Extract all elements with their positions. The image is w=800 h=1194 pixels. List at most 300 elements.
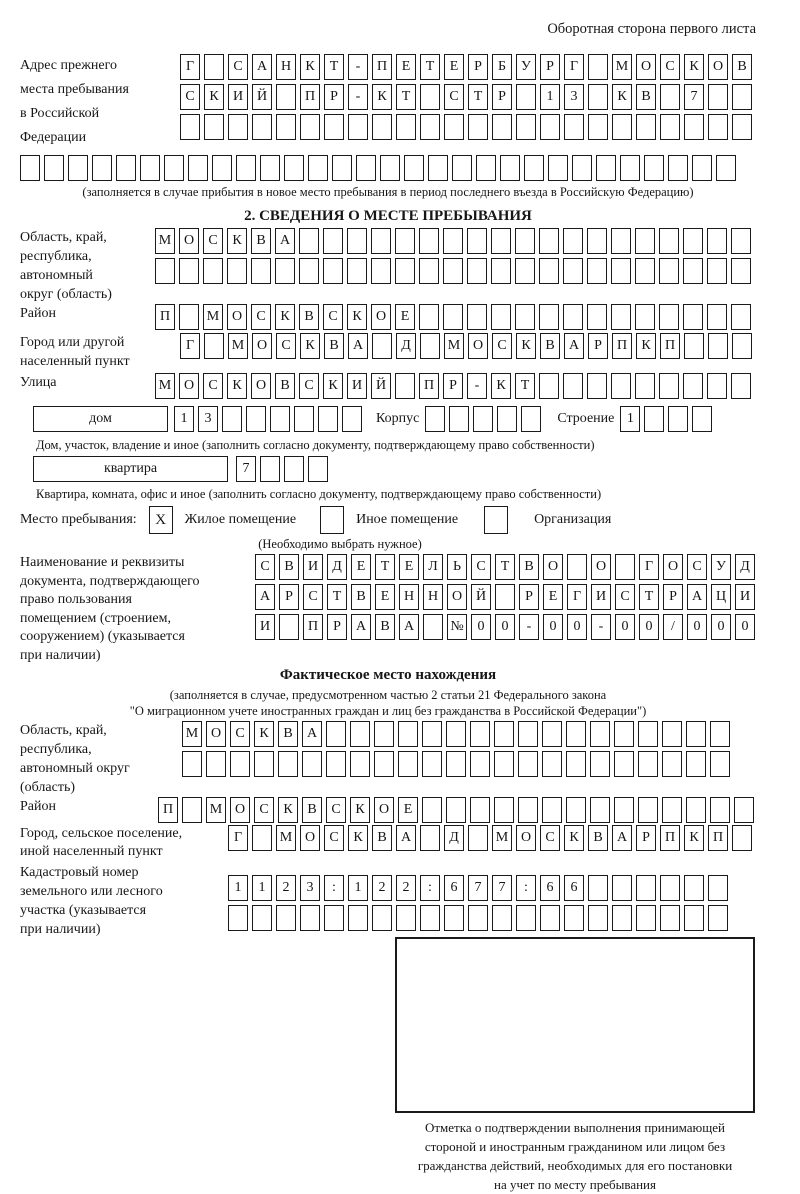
- form-cell[interactable]: П: [419, 373, 439, 399]
- form-cell[interactable]: П: [372, 54, 392, 80]
- form-cell[interactable]: В: [588, 825, 608, 851]
- form-cell[interactable]: И: [347, 373, 367, 399]
- form-cell[interactable]: [348, 114, 368, 140]
- form-cell[interactable]: [491, 304, 511, 330]
- form-cell[interactable]: 7: [468, 875, 488, 901]
- form-cell[interactable]: [300, 114, 320, 140]
- form-cell[interactable]: О: [206, 721, 226, 747]
- form-cell[interactable]: Л: [423, 554, 443, 580]
- form-cell[interactable]: [548, 155, 568, 181]
- form-cell[interactable]: [683, 228, 703, 254]
- form-cell[interactable]: [590, 721, 610, 747]
- form-cell[interactable]: 2: [372, 875, 392, 901]
- form-cell[interactable]: [20, 155, 40, 181]
- form-cell[interactable]: :: [324, 875, 344, 901]
- form-cell[interactable]: [587, 258, 607, 284]
- form-cell[interactable]: [300, 905, 320, 931]
- form-cell[interactable]: А: [351, 614, 371, 640]
- form-cell[interactable]: 3: [300, 875, 320, 901]
- residential-checkbox[interactable]: X: [149, 506, 173, 534]
- form-cell[interactable]: В: [540, 333, 560, 359]
- form-cell[interactable]: О: [516, 825, 536, 851]
- form-cell[interactable]: О: [252, 333, 272, 359]
- form-cell[interactable]: 0: [615, 614, 635, 640]
- form-cell[interactable]: 1: [228, 875, 248, 901]
- form-cell[interactable]: 6: [540, 875, 560, 901]
- form-cell[interactable]: [350, 721, 370, 747]
- form-cell[interactable]: 1: [348, 875, 368, 901]
- form-cell[interactable]: [563, 373, 583, 399]
- form-cell[interactable]: [252, 905, 272, 931]
- other-premises-checkbox[interactable]: [320, 506, 344, 534]
- form-cell[interactable]: [443, 304, 463, 330]
- form-cell[interactable]: [612, 114, 632, 140]
- form-cell[interactable]: [182, 797, 202, 823]
- form-cell[interactable]: Т: [495, 554, 515, 580]
- form-cell[interactable]: [179, 304, 199, 330]
- form-cell[interactable]: К: [254, 721, 274, 747]
- form-cell[interactable]: [707, 373, 727, 399]
- form-cell[interactable]: [308, 155, 328, 181]
- form-cell[interactable]: [419, 258, 439, 284]
- form-cell[interactable]: П: [660, 333, 680, 359]
- organization-checkbox[interactable]: [484, 506, 508, 534]
- form-cell[interactable]: [452, 155, 472, 181]
- form-cell[interactable]: Г: [180, 54, 200, 80]
- form-cell[interactable]: [684, 333, 704, 359]
- form-cell[interactable]: [524, 155, 544, 181]
- form-cell[interactable]: Р: [327, 614, 347, 640]
- form-cell[interactable]: Т: [324, 54, 344, 80]
- form-cell[interactable]: Р: [324, 84, 344, 110]
- form-cell[interactable]: [371, 228, 391, 254]
- form-cell[interactable]: [566, 721, 586, 747]
- form-cell[interactable]: С: [615, 584, 635, 610]
- form-cell[interactable]: С: [324, 825, 344, 851]
- form-cell[interactable]: [638, 751, 658, 777]
- form-cell[interactable]: [446, 751, 466, 777]
- form-cell[interactable]: [299, 258, 319, 284]
- form-cell[interactable]: [419, 228, 439, 254]
- form-cell[interactable]: С: [326, 797, 346, 823]
- form-cell[interactable]: [372, 114, 392, 140]
- form-cell[interactable]: О: [300, 825, 320, 851]
- form-cell[interactable]: 7: [236, 456, 256, 482]
- form-cell[interactable]: П: [708, 825, 728, 851]
- form-cell[interactable]: В: [302, 797, 322, 823]
- form-cell[interactable]: К: [300, 54, 320, 80]
- form-cell[interactable]: С: [230, 721, 250, 747]
- form-cell[interactable]: [419, 304, 439, 330]
- form-cell[interactable]: С: [254, 797, 274, 823]
- form-cell[interactable]: [260, 155, 280, 181]
- form-cell[interactable]: К: [275, 304, 295, 330]
- form-cell[interactable]: 1: [174, 406, 194, 432]
- form-cell[interactable]: [380, 155, 400, 181]
- form-cell[interactable]: [494, 751, 514, 777]
- form-cell[interactable]: П: [300, 84, 320, 110]
- form-cell[interactable]: О: [708, 54, 728, 80]
- form-cell[interactable]: А: [564, 333, 584, 359]
- form-cell[interactable]: [260, 456, 280, 482]
- form-cell[interactable]: [611, 373, 631, 399]
- form-cell[interactable]: [228, 114, 248, 140]
- form-cell[interactable]: [660, 114, 680, 140]
- form-cell[interactable]: [564, 114, 584, 140]
- form-cell[interactable]: Б: [492, 54, 512, 80]
- form-cell[interactable]: [732, 825, 752, 851]
- form-cell[interactable]: 7: [684, 84, 704, 110]
- form-cell[interactable]: [710, 721, 730, 747]
- form-cell[interactable]: [662, 721, 682, 747]
- form-cell[interactable]: С: [203, 373, 223, 399]
- form-cell[interactable]: С: [228, 54, 248, 80]
- form-cell[interactable]: О: [663, 554, 683, 580]
- form-cell[interactable]: Р: [468, 54, 488, 80]
- form-cell[interactable]: :: [516, 875, 536, 901]
- form-cell[interactable]: [251, 258, 271, 284]
- form-cell[interactable]: [588, 114, 608, 140]
- form-cell[interactable]: [644, 406, 664, 432]
- form-cell[interactable]: [539, 373, 559, 399]
- form-cell[interactable]: 3: [564, 84, 584, 110]
- form-cell[interactable]: С: [660, 54, 680, 80]
- form-cell[interactable]: С: [255, 554, 275, 580]
- form-cell[interactable]: [470, 797, 490, 823]
- form-cell[interactable]: 7: [492, 875, 512, 901]
- form-cell[interactable]: [228, 905, 248, 931]
- form-cell[interactable]: Т: [515, 373, 535, 399]
- form-cell[interactable]: С: [251, 304, 271, 330]
- form-cell[interactable]: [540, 905, 560, 931]
- form-cell[interactable]: У: [516, 54, 536, 80]
- form-cell[interactable]: Н: [399, 584, 419, 610]
- form-cell[interactable]: [443, 228, 463, 254]
- form-cell[interactable]: [374, 751, 394, 777]
- form-cell[interactable]: [614, 751, 634, 777]
- form-cell[interactable]: К: [564, 825, 584, 851]
- form-cell[interactable]: [659, 228, 679, 254]
- form-cell[interactable]: О: [251, 373, 271, 399]
- form-cell[interactable]: [620, 155, 640, 181]
- form-cell[interactable]: [692, 155, 712, 181]
- form-cell[interactable]: И: [228, 84, 248, 110]
- form-cell[interactable]: [204, 333, 224, 359]
- form-cell[interactable]: Г: [639, 554, 659, 580]
- form-cell[interactable]: В: [278, 721, 298, 747]
- form-cell[interactable]: [500, 155, 520, 181]
- form-cell[interactable]: П: [158, 797, 178, 823]
- form-cell[interactable]: [420, 84, 440, 110]
- form-cell[interactable]: [494, 797, 514, 823]
- form-cell[interactable]: [371, 258, 391, 284]
- form-cell[interactable]: А: [612, 825, 632, 851]
- form-cell[interactable]: [468, 905, 488, 931]
- form-cell[interactable]: К: [684, 825, 704, 851]
- form-cell[interactable]: П: [155, 304, 175, 330]
- form-cell[interactable]: К: [491, 373, 511, 399]
- form-cell[interactable]: А: [399, 614, 419, 640]
- form-cell[interactable]: [212, 155, 232, 181]
- form-cell[interactable]: 1: [252, 875, 272, 901]
- form-cell[interactable]: -: [348, 54, 368, 80]
- form-cell[interactable]: [423, 614, 443, 640]
- form-cell[interactable]: [350, 751, 370, 777]
- form-cell[interactable]: 0: [495, 614, 515, 640]
- form-cell[interactable]: [659, 304, 679, 330]
- form-cell[interactable]: [515, 258, 535, 284]
- form-cell[interactable]: К: [204, 84, 224, 110]
- form-cell[interactable]: Г: [180, 333, 200, 359]
- form-cell[interactable]: [683, 258, 703, 284]
- form-cell[interactable]: [732, 333, 752, 359]
- form-cell[interactable]: В: [279, 554, 299, 580]
- form-cell[interactable]: [644, 155, 664, 181]
- form-cell[interactable]: 3: [198, 406, 218, 432]
- form-cell[interactable]: [467, 228, 487, 254]
- form-cell[interactable]: [179, 258, 199, 284]
- form-cell[interactable]: [140, 155, 160, 181]
- form-cell[interactable]: [164, 155, 184, 181]
- form-cell[interactable]: [716, 155, 736, 181]
- form-cell[interactable]: [155, 258, 175, 284]
- form-cell[interactable]: У: [711, 554, 731, 580]
- form-cell[interactable]: М: [228, 333, 248, 359]
- form-cell[interactable]: А: [252, 54, 272, 80]
- form-cell[interactable]: В: [324, 333, 344, 359]
- form-cell[interactable]: [635, 373, 655, 399]
- form-cell[interactable]: М: [155, 228, 175, 254]
- form-cell[interactable]: [683, 304, 703, 330]
- form-cell[interactable]: О: [230, 797, 250, 823]
- form-cell[interactable]: С: [276, 333, 296, 359]
- form-cell[interactable]: [398, 751, 418, 777]
- form-cell[interactable]: К: [684, 54, 704, 80]
- form-cell[interactable]: [612, 905, 632, 931]
- form-cell[interactable]: [276, 84, 296, 110]
- form-cell[interactable]: [708, 905, 728, 931]
- form-cell[interactable]: [404, 155, 424, 181]
- form-cell[interactable]: [542, 751, 562, 777]
- form-cell[interactable]: К: [612, 84, 632, 110]
- form-cell[interactable]: 2: [276, 875, 296, 901]
- form-cell[interactable]: Д: [327, 554, 347, 580]
- form-cell[interactable]: [684, 905, 704, 931]
- form-cell[interactable]: [204, 54, 224, 80]
- form-cell[interactable]: О: [468, 333, 488, 359]
- form-cell[interactable]: -: [467, 373, 487, 399]
- form-cell[interactable]: [203, 258, 223, 284]
- form-cell[interactable]: П: [660, 825, 680, 851]
- form-cell[interactable]: [443, 258, 463, 284]
- form-cell[interactable]: М: [206, 797, 226, 823]
- form-cell[interactable]: К: [348, 825, 368, 851]
- form-cell[interactable]: [342, 406, 362, 432]
- form-cell[interactable]: [563, 304, 583, 330]
- form-cell[interactable]: [638, 797, 658, 823]
- form-cell[interactable]: С: [687, 554, 707, 580]
- form-cell[interactable]: [302, 751, 322, 777]
- form-cell[interactable]: [692, 406, 712, 432]
- form-cell[interactable]: [596, 155, 616, 181]
- form-cell[interactable]: 1: [540, 84, 560, 110]
- form-cell[interactable]: [395, 228, 415, 254]
- form-cell[interactable]: [323, 228, 343, 254]
- form-cell[interactable]: [227, 258, 247, 284]
- form-cell[interactable]: [68, 155, 88, 181]
- form-cell[interactable]: [518, 751, 538, 777]
- form-cell[interactable]: [636, 114, 656, 140]
- form-cell[interactable]: [516, 84, 536, 110]
- form-cell[interactable]: [615, 554, 635, 580]
- form-cell[interactable]: Р: [636, 825, 656, 851]
- form-cell[interactable]: П: [303, 614, 323, 640]
- form-cell[interactable]: [611, 304, 631, 330]
- form-cell[interactable]: [590, 751, 610, 777]
- form-cell[interactable]: [246, 406, 266, 432]
- form-cell[interactable]: 1: [620, 406, 640, 432]
- form-cell[interactable]: Т: [327, 584, 347, 610]
- form-cell[interactable]: [668, 406, 688, 432]
- form-cell[interactable]: Ц: [711, 584, 731, 610]
- form-cell[interactable]: К: [347, 304, 367, 330]
- form-cell[interactable]: Р: [279, 584, 299, 610]
- form-cell[interactable]: [516, 114, 536, 140]
- form-cell[interactable]: [540, 114, 560, 140]
- form-cell[interactable]: М: [612, 54, 632, 80]
- form-cell[interactable]: [572, 155, 592, 181]
- form-cell[interactable]: [707, 258, 727, 284]
- form-cell[interactable]: Т: [468, 84, 488, 110]
- form-cell[interactable]: Р: [588, 333, 608, 359]
- form-cell[interactable]: А: [348, 333, 368, 359]
- form-cell[interactable]: Й: [471, 584, 491, 610]
- form-cell[interactable]: [324, 114, 344, 140]
- form-cell[interactable]: О: [179, 228, 199, 254]
- form-cell[interactable]: 0: [543, 614, 563, 640]
- form-cell[interactable]: [710, 797, 730, 823]
- form-cell[interactable]: [515, 228, 535, 254]
- form-cell[interactable]: [542, 797, 562, 823]
- form-cell[interactable]: [636, 905, 656, 931]
- form-cell[interactable]: А: [255, 584, 275, 610]
- form-cell[interactable]: [662, 751, 682, 777]
- form-cell[interactable]: Д: [396, 333, 416, 359]
- apartment-type-box[interactable]: квартира: [33, 456, 228, 482]
- form-cell[interactable]: №: [447, 614, 467, 640]
- form-cell[interactable]: [374, 721, 394, 747]
- form-cell[interactable]: Т: [420, 54, 440, 80]
- form-cell[interactable]: К: [372, 84, 392, 110]
- form-cell[interactable]: С: [180, 84, 200, 110]
- form-cell[interactable]: О: [374, 797, 394, 823]
- form-cell[interactable]: [470, 721, 490, 747]
- form-cell[interactable]: С: [303, 584, 323, 610]
- form-cell[interactable]: [182, 751, 202, 777]
- form-cell[interactable]: [659, 258, 679, 284]
- form-cell[interactable]: В: [372, 825, 392, 851]
- form-cell[interactable]: [420, 114, 440, 140]
- form-cell[interactable]: -: [519, 614, 539, 640]
- form-cell[interactable]: О: [179, 373, 199, 399]
- form-cell[interactable]: [395, 373, 415, 399]
- form-cell[interactable]: [428, 155, 448, 181]
- form-cell[interactable]: [492, 905, 512, 931]
- form-cell[interactable]: [318, 406, 338, 432]
- form-cell[interactable]: [444, 905, 464, 931]
- form-cell[interactable]: [588, 905, 608, 931]
- form-cell[interactable]: [444, 114, 464, 140]
- form-cell[interactable]: [356, 155, 376, 181]
- form-cell[interactable]: /: [663, 614, 683, 640]
- form-cell[interactable]: [660, 84, 680, 110]
- form-cell[interactable]: 6: [564, 875, 584, 901]
- form-cell[interactable]: :: [420, 875, 440, 901]
- form-cell[interactable]: [326, 721, 346, 747]
- form-cell[interactable]: [495, 584, 515, 610]
- form-cell[interactable]: [731, 258, 751, 284]
- form-cell[interactable]: [420, 905, 440, 931]
- form-cell[interactable]: [686, 751, 706, 777]
- form-cell[interactable]: В: [636, 84, 656, 110]
- form-cell[interactable]: [446, 797, 466, 823]
- form-cell[interactable]: Е: [375, 584, 395, 610]
- form-cell[interactable]: Е: [444, 54, 464, 80]
- form-cell[interactable]: [270, 406, 290, 432]
- form-cell[interactable]: [252, 114, 272, 140]
- form-cell[interactable]: [662, 797, 682, 823]
- form-cell[interactable]: И: [591, 584, 611, 610]
- form-cell[interactable]: [686, 721, 706, 747]
- form-cell[interactable]: [539, 304, 559, 330]
- form-cell[interactable]: [497, 406, 517, 432]
- form-cell[interactable]: М: [492, 825, 512, 851]
- form-cell[interactable]: К: [227, 373, 247, 399]
- form-cell[interactable]: 0: [711, 614, 731, 640]
- form-cell[interactable]: 0: [687, 614, 707, 640]
- form-cell[interactable]: [636, 875, 656, 901]
- form-cell[interactable]: [587, 373, 607, 399]
- form-cell[interactable]: [710, 751, 730, 777]
- form-cell[interactable]: [635, 258, 655, 284]
- form-cell[interactable]: [473, 406, 493, 432]
- form-cell[interactable]: С: [444, 84, 464, 110]
- form-cell[interactable]: [294, 406, 314, 432]
- form-cell[interactable]: С: [540, 825, 560, 851]
- form-cell[interactable]: [284, 155, 304, 181]
- form-cell[interactable]: [491, 228, 511, 254]
- form-cell[interactable]: [542, 721, 562, 747]
- form-cell[interactable]: [326, 751, 346, 777]
- form-cell[interactable]: [398, 721, 418, 747]
- form-cell[interactable]: [564, 905, 584, 931]
- form-cell[interactable]: А: [302, 721, 322, 747]
- form-cell[interactable]: [332, 155, 352, 181]
- form-cell[interactable]: [588, 875, 608, 901]
- form-cell[interactable]: Й: [252, 84, 272, 110]
- form-cell[interactable]: [614, 797, 634, 823]
- form-cell[interactable]: [686, 797, 706, 823]
- form-cell[interactable]: [731, 373, 751, 399]
- form-cell[interactable]: -: [591, 614, 611, 640]
- form-cell[interactable]: [563, 228, 583, 254]
- form-cell[interactable]: [660, 875, 680, 901]
- form-cell[interactable]: [659, 373, 679, 399]
- form-cell[interactable]: [230, 751, 250, 777]
- form-cell[interactable]: О: [591, 554, 611, 580]
- form-cell[interactable]: [449, 406, 469, 432]
- form-cell[interactable]: [635, 228, 655, 254]
